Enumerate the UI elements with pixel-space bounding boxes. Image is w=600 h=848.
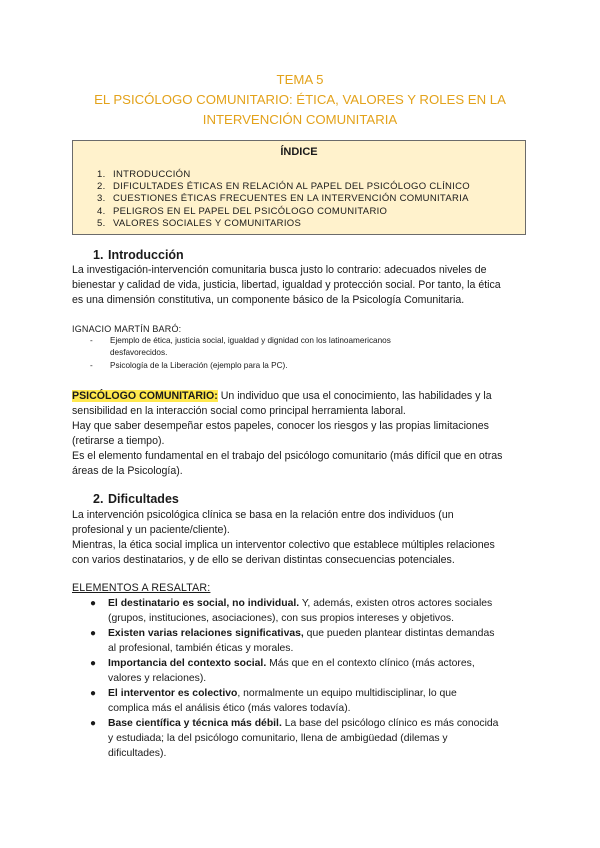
text-line: sensibilidad en la interacción social como principal herramienta laboral. bbox=[72, 405, 406, 417]
bullet-item bbox=[88, 656, 478, 686]
bullet-icon: ● bbox=[90, 598, 97, 609]
bold-lead: El destinatario es social, no individual. bbox=[108, 598, 300, 609]
text-line: bienestar y calidad de vida, justicia, libertad, igualdad y protección social. Por tanto, la ética bbox=[72, 279, 501, 291]
text-line: es una dimensión constitutiva, un componente básico de la Psicología Comunitaria. bbox=[72, 294, 465, 306]
section-1-heading bbox=[93, 248, 184, 262]
section-2-heading bbox=[93, 492, 179, 506]
text-line: y estudiada; la del psicólogo comunitario, llena de ambigüedad (dilemas y bbox=[108, 733, 448, 744]
list-item-text: desfavorecidos. bbox=[110, 348, 168, 358]
text-line bbox=[72, 389, 532, 404]
section-title: Introducción bbox=[108, 248, 184, 262]
text-line: Hay que saber desempeñar estos papeles, conocer los riesgos y las propias limitaciones bbox=[72, 420, 489, 432]
text-line: (retirarse a tiempo). bbox=[72, 435, 165, 447]
text-line: áreas de la Psicología). bbox=[72, 465, 183, 477]
author-label: IGNACIO MARTÍN BARÓ: bbox=[72, 324, 182, 334]
index-item-number: 1. bbox=[97, 169, 106, 180]
text-line bbox=[108, 656, 498, 671]
index-item-label: PELIGROS EN EL PAPEL DEL PSICÓLOGO COMUNITARIO bbox=[113, 205, 388, 217]
text-line: complica más el análisis ético (más valores todavía). bbox=[108, 703, 351, 714]
index-item-label: DIFICULTADES ÉTICAS EN RELACIÓN AL PAPEL DEL PSICÓLOGO CLÍNICO bbox=[113, 181, 470, 193]
text-line bbox=[108, 686, 498, 701]
index-item-number: 2. bbox=[97, 181, 106, 193]
title-line-1: TEMA 5 bbox=[276, 72, 324, 87]
text-line: profesional y un paciente/cliente). bbox=[72, 524, 230, 536]
bullet-item bbox=[88, 626, 495, 656]
text-line bbox=[108, 626, 498, 641]
text-line: Mientras, la ética social implica un interventor colectivo que establece múltiples relaciones bbox=[72, 539, 495, 551]
text-run: Y, además, existen otros actores sociales bbox=[299, 598, 493, 609]
bullet-icon: ● bbox=[90, 628, 97, 639]
bold-lead: Base científica y técnica más débil. bbox=[108, 718, 282, 729]
psychologist-definition bbox=[72, 389, 532, 479]
section-title: Dificultades bbox=[108, 492, 179, 506]
index-item bbox=[97, 218, 470, 230]
index-item-number: 5. bbox=[97, 217, 106, 229]
text-run: Más que en el contexto clínico (más actores, bbox=[266, 658, 475, 669]
difficulties-paragraph bbox=[72, 508, 532, 568]
text-line: al profesional, también éticas y morales. bbox=[108, 643, 294, 654]
list-item-text: Ejemplo de ética, justicia social, igualdad y dignidad con los latinoamericanos bbox=[110, 336, 391, 345]
text-line: La intervención psicológica clínica se basa en la relación entre dos individuos (un bbox=[72, 509, 454, 521]
text-line: (grupos, instituciones, asociaciones), con sus propios intereses y objetivos. bbox=[108, 613, 454, 624]
index-item bbox=[97, 206, 470, 218]
text-line bbox=[108, 716, 498, 731]
text-run: La base del psicólogo clínico es más conocida bbox=[281, 718, 499, 729]
index-list bbox=[97, 169, 470, 230]
title-line-2: EL PSICÓLOGO COMUNITARIO: ÉTICA, VALORES Y ROLES EN LA bbox=[94, 92, 506, 107]
index-item-number: 4. bbox=[97, 205, 106, 217]
bold-lead: Importancia del contexto social. bbox=[108, 658, 267, 669]
highlight-subheading: ELEMENTOS A RESALTAR: bbox=[72, 582, 211, 594]
elements-list bbox=[88, 596, 499, 761]
text-line bbox=[108, 596, 498, 611]
index-heading: ÍNDICE bbox=[280, 146, 318, 158]
text-run: Un individuo que usa el conocimiento, las habilidades y la bbox=[217, 390, 492, 402]
bold-lead: El interventor es colectivo bbox=[108, 688, 238, 699]
bullet-icon: ● bbox=[90, 718, 97, 729]
intro-paragraph bbox=[72, 263, 532, 308]
title-line-3: INTERVENCIÓN COMUNITARIA bbox=[202, 112, 398, 127]
text-line: valores y relaciones). bbox=[108, 673, 207, 684]
bullet-item bbox=[88, 716, 499, 761]
text-run: que pueden plantear distintas demandas bbox=[303, 628, 495, 639]
index-item-label: INTRODUCCIÓN bbox=[113, 169, 191, 180]
bullet-icon: ● bbox=[90, 658, 97, 669]
bullet-item bbox=[88, 686, 478, 716]
index-item-label: VALORES SOCIALES Y COMUNITARIOS bbox=[113, 217, 302, 229]
index-item bbox=[97, 193, 470, 205]
index-item bbox=[97, 169, 470, 181]
highlighted-term: PSICÓLOGO COMUNITARIO: bbox=[72, 390, 218, 402]
text-line: La investigación-intervención comunitaria busca justo lo contrario: adecuados niveles de bbox=[72, 264, 487, 276]
dash-marker: - bbox=[90, 361, 93, 370]
section-number: 2. bbox=[93, 492, 104, 506]
text-line: Es el elemento fundamental en el trabajo del psicólogo comunitario (más difícil que en otras bbox=[72, 450, 503, 462]
bullet-item bbox=[88, 596, 493, 626]
bold-lead: Existen varias relaciones significativas, bbox=[108, 628, 304, 639]
index-box bbox=[72, 140, 526, 235]
index-item-label: CUESTIONES ÉTICAS FRECUENTES EN LA INTERVENCIÓN COMUNITARIA bbox=[113, 193, 469, 205]
index-item bbox=[97, 181, 470, 193]
text-run: , normalmente un equipo multidisciplinar, lo que bbox=[237, 688, 457, 699]
dash-marker: - bbox=[90, 336, 93, 345]
section-number: 1. bbox=[93, 248, 104, 262]
index-item-number: 3. bbox=[97, 193, 106, 205]
text-line: con varios destinatarios, y de ello se derivan distintas consecuencias potenciales. bbox=[72, 554, 455, 566]
document-title bbox=[0, 70, 600, 130]
bullet-icon: ● bbox=[90, 688, 97, 699]
text-line: dificultades). bbox=[108, 748, 167, 759]
list-item-text: Psicología de la Liberación (ejemplo para la PC). bbox=[110, 361, 288, 370]
